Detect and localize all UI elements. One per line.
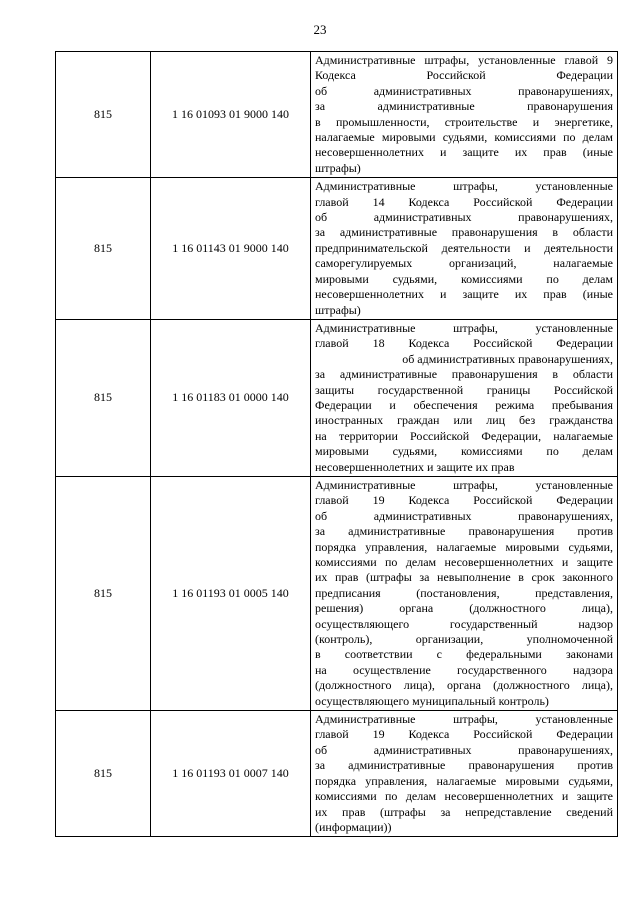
description-line: Административные штрафы, установленные главой 9 xyxy=(315,53,613,67)
description-cell xyxy=(311,711,618,837)
description-line: защиты государственной границы Российской xyxy=(315,382,613,397)
table-body xyxy=(56,52,618,837)
description-line: комиссиями по делам несовершеннолетних и защите xyxy=(315,789,613,804)
description-line: осуществляющего муниципальный контроль) xyxy=(315,693,549,708)
page-number: 23 xyxy=(313,22,327,37)
kbk-code-cell: 1 16 01183 01 0000 140 xyxy=(151,319,311,476)
description-text xyxy=(311,178,617,319)
description-line: их прав (штрафы за непредставление сведений xyxy=(315,804,613,819)
description-line: несовершеннолетних и защите их прав (иные xyxy=(315,287,613,302)
description-line: главой 18 Кодекса Российской Федерации xyxy=(315,336,613,351)
description-line: несовершеннолетних и защите их прав (иные xyxy=(315,145,613,160)
description-line: порядка управления, налагаемые мировыми судьями, xyxy=(315,773,613,788)
description-line: за административные правонарушения xyxy=(315,99,613,114)
description-line: главой 19 Кодекса Российской Федерации xyxy=(315,727,613,742)
description-line: (должностного лица), органа (должностного лица), xyxy=(315,678,613,693)
description-line: предпринимательской деятельности и деятельности xyxy=(315,240,613,255)
description-line: об административных правонарушениях, xyxy=(315,742,613,757)
description-line: об административных правонарушениях, xyxy=(315,83,613,98)
description-line: осуществляющего государственный надзор xyxy=(315,616,613,631)
description-line: Административные штрафы, установленные xyxy=(315,179,613,194)
description-text xyxy=(311,320,617,476)
table-row xyxy=(56,52,618,178)
description-cell xyxy=(311,178,618,320)
description-line: (контроль), организации, уполномоченной xyxy=(315,632,613,647)
description-line: штрафы) xyxy=(315,160,361,175)
description-line: в промышленности, строительстве и энергетике, xyxy=(315,114,613,129)
description-line: мировыми судьями, комиссиями по делам xyxy=(315,271,613,286)
description-cell xyxy=(311,319,618,476)
description-line: предписания (постановления, представления, xyxy=(315,585,613,600)
description-line: порядка управления, налагаемые мировыми судьями, xyxy=(315,539,613,554)
description-line: (информации)) xyxy=(315,819,392,834)
admin-code-cell: 815 xyxy=(56,52,151,178)
description-line: Административные штрафы, установленные xyxy=(315,712,613,727)
description-line: главой 19 Кодекса Российской Федерации xyxy=(315,493,613,508)
description-line: мировыми судьями, комиссиями по делам xyxy=(315,444,613,459)
description-line: об административных правонарушениях, xyxy=(315,508,613,523)
description-cell xyxy=(311,52,618,178)
description-line: об административных правонарушениях, xyxy=(315,210,613,225)
description-line: за административные правонарушения против xyxy=(315,524,613,539)
description-line: за административные правонарушения в области xyxy=(315,225,613,240)
kbk-code-cell: 1 16 01193 01 0005 140 xyxy=(151,476,311,710)
admin-code-cell: 815 xyxy=(56,711,151,837)
description-line: главой 14 Кодекса Российской Федерации xyxy=(315,194,613,209)
description-line: в соответствии с федеральными законами xyxy=(315,647,613,662)
description-text xyxy=(311,711,617,836)
admin-code-cell: 815 xyxy=(56,476,151,710)
kbk-code-cell: 1 16 01193 01 0007 140 xyxy=(151,711,311,837)
description-line: за административные правонарушения против xyxy=(315,758,613,773)
description-line: на осуществление государственного надзора xyxy=(315,662,613,677)
description-line: за административные правонарушения в области xyxy=(315,367,613,382)
table-row xyxy=(56,178,618,320)
description-line: штрафы) xyxy=(315,302,361,317)
description-text xyxy=(311,52,617,177)
table-row xyxy=(56,711,618,837)
description-line: Административные штрафы, установленные xyxy=(315,477,613,492)
description-line: налагаемые мировыми судьями, комиссиями по делам xyxy=(315,130,613,145)
budget-codes-table xyxy=(55,51,618,837)
description-line: их прав (штрафы за невыполнение в срок законного xyxy=(315,570,613,585)
description-line: комиссиями по делам несовершеннолетних и защите xyxy=(315,555,613,569)
kbk-code-cell: 1 16 01143 01 9000 140 xyxy=(151,178,311,320)
table-row xyxy=(56,476,618,710)
description-line: Кодекса Российской Федерации xyxy=(315,68,613,83)
description-cell xyxy=(311,476,618,710)
admin-code-cell: 815 xyxy=(56,319,151,476)
table-row xyxy=(56,319,618,476)
description-line: Административные штрафы, установленные xyxy=(315,320,613,335)
description-line: решения) органа (должностного лица), xyxy=(315,601,613,616)
kbk-code-cell: 1 16 01093 01 9000 140 xyxy=(151,52,311,178)
description-line: на территории Российской Федерации, налагаемые xyxy=(315,428,613,443)
description-line: саморегулируемых организаций, налагаемые xyxy=(315,256,613,271)
description-text xyxy=(311,477,617,710)
description-line: несовершеннолетних и защите их прав xyxy=(315,459,515,474)
description-line: иностранных граждан или лиц без гражданства xyxy=(315,413,613,428)
description-line: Федерации и обеспечения режима пребывания xyxy=(315,397,613,412)
description-line: об административных правонарушениях, xyxy=(402,351,613,366)
admin-code-cell: 815 xyxy=(56,178,151,320)
